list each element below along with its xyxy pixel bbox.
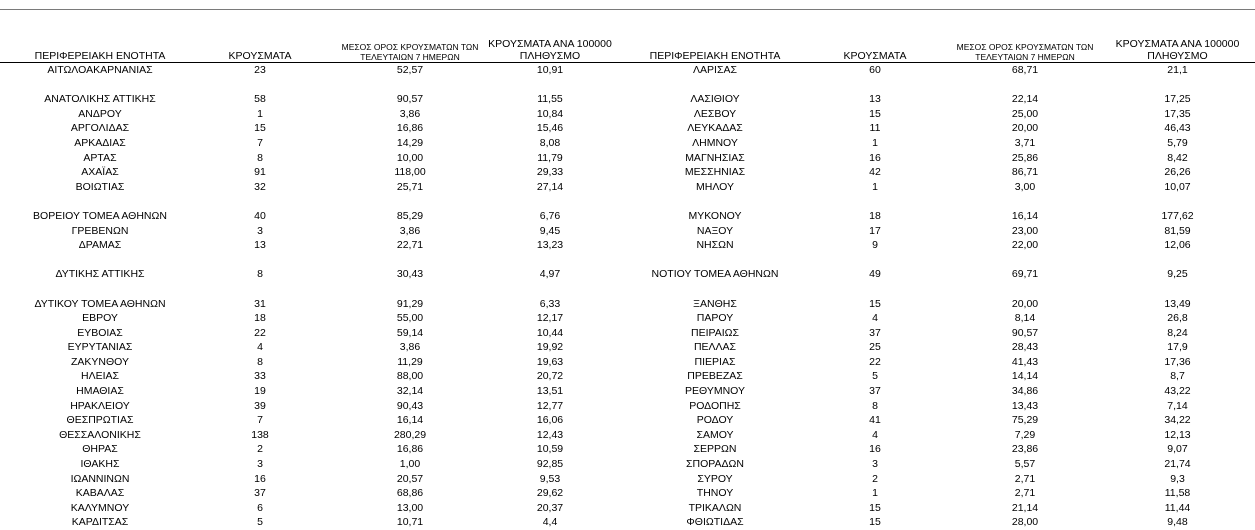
table-row [0, 457, 630, 472]
cases-cell: 11 [869, 122, 881, 135]
spacer-row [0, 282, 630, 297]
avg7-cell: 41,43 [1011, 355, 1039, 368]
cases-cell: 60 [869, 64, 881, 76]
cases-cell: 8 [872, 399, 878, 412]
cases-cell: 32 [254, 180, 266, 193]
table-row [0, 399, 630, 414]
cases-cell: 16 [869, 151, 881, 164]
per100k-cell: 6,76 [539, 209, 561, 222]
region-cell: ΤΗΝΟΥ [696, 487, 734, 500]
per100k-cell: 9,25 [1167, 268, 1188, 281]
region-cell: ΛΕΥΚΑΔΑΣ [687, 122, 743, 135]
region-cell: ΝΟΤΙΟΥ ΤΟΜΕΑ ΑΘΗΝΩΝ [651, 268, 779, 281]
per100k-cell: 29,62 [536, 487, 564, 500]
table-row [0, 384, 630, 399]
region-cell: ΛΕΣΒΟΥ [693, 107, 737, 120]
avg7-cell: 2,71 [1014, 472, 1036, 485]
cases-cell: 9 [872, 239, 878, 252]
region-cell: ΑΝΔΡΟΥ [78, 107, 122, 120]
cases-cell: 7 [257, 414, 263, 427]
avg7-cell: 13,43 [1011, 399, 1039, 412]
region-cell: ΡΟΔΟΠΗΣ [689, 399, 741, 412]
cases-cell: 6 [257, 501, 263, 514]
per100k-cell: 13,49 [1164, 297, 1191, 310]
per100k-cell: 10,07 [1164, 180, 1191, 193]
region-cell: ΗΛΕΙΑΣ [80, 370, 119, 383]
table-row [630, 428, 1255, 443]
table-row [0, 326, 630, 341]
per100k-cell: 19,63 [536, 355, 564, 368]
cases-cell: 22 [254, 326, 266, 339]
right-header-region: ΠΕΡΙΦΕΡΕΙΑΚΗ ΕΝΟΤΗΤΑ [649, 50, 781, 62]
per100k-cell: 10,91 [536, 64, 564, 76]
table-row [0, 355, 630, 370]
cases-cell: 8 [257, 268, 263, 281]
table-row [630, 384, 1255, 399]
table-row [0, 515, 630, 530]
cases-cell: 3 [872, 458, 878, 471]
per100k-cell: 43,22 [1164, 385, 1191, 398]
cases-cell: 25 [869, 341, 881, 354]
avg7-cell: 1,00 [399, 458, 421, 471]
right-header-avg7: ΜΕΣΟΣ ΟΡΟΣ ΚΡΟΥΣΜΑΤΩΝ ΤΩΝ ΤΕΛΕΥΤΑΙΩΝ 7 ΗΜΕΡΩΝ [956, 42, 1094, 62]
per100k-cell: 6,33 [539, 297, 561, 310]
table-row [630, 369, 1255, 384]
spacer-row [630, 78, 1255, 93]
avg7-cell: 90,57 [396, 93, 424, 106]
region-cell: ΡΕΘΥΜΝΟΥ [684, 385, 745, 398]
avg7-cell: 75,29 [1011, 414, 1039, 427]
table-row [0, 238, 630, 253]
right-header-per100k: ΚΡΟΥΣΜΑΤΑ ΑΝΑ 100000 ΠΛΗΘΥΣΜΟ [1115, 38, 1240, 62]
cases-cell: 19 [254, 385, 266, 398]
avg7-cell: 55,00 [396, 312, 424, 325]
avg7-cell: 8,14 [1014, 312, 1036, 325]
region-cell: ΕΒΡΟΥ [82, 312, 118, 325]
table-row [0, 63, 630, 78]
cases-cell: 1 [872, 487, 878, 500]
table-row [0, 180, 630, 195]
per100k-cell: 5,79 [1167, 136, 1188, 149]
table-row [0, 501, 630, 516]
cases-cell: 39 [254, 399, 266, 412]
avg7-cell: 25,71 [396, 180, 424, 193]
region-cell: ΤΡΙΚΑΛΩΝ [688, 501, 742, 514]
table-row [630, 340, 1255, 355]
avg7-cell: 16,86 [396, 122, 424, 135]
cases-cell: 58 [254, 93, 266, 106]
region-cell: ΠΑΡΟΥ [696, 312, 734, 325]
table-row [0, 151, 630, 166]
cases-cell: 18 [869, 209, 881, 222]
per100k-cell: 12,17 [536, 312, 564, 325]
region-cell: ΛΗΜΝΟΥ [692, 136, 738, 149]
per100k-cell: 17,9 [1167, 341, 1188, 354]
cases-cell: 3 [257, 224, 263, 237]
avg7-cell: 25,86 [1011, 151, 1039, 164]
region-cell: ΣΑΜΟΥ [696, 428, 734, 441]
region-cell: ΑΡΚΑΔΙΑΣ [74, 136, 126, 149]
cases-cell: 17 [869, 224, 881, 237]
avg7-cell: 16,14 [1011, 209, 1039, 222]
cases-cell: 37 [869, 385, 881, 398]
avg7-cell: 22,71 [396, 239, 424, 252]
table-row [0, 311, 630, 326]
avg7-cell: 86,71 [1011, 166, 1039, 179]
table-row [630, 165, 1255, 180]
table-row [630, 63, 1255, 78]
avg7-cell: 3,86 [399, 341, 421, 354]
avg7-cell: 69,71 [1011, 268, 1039, 281]
avg7-cell: 22,14 [1011, 93, 1039, 106]
table-row [630, 297, 1255, 312]
table-row [630, 311, 1255, 326]
region-cell: ΓΡΕΒΕΝΩΝ [71, 224, 129, 237]
table-row [0, 107, 630, 122]
region-cell: ΕΥΡΥΤΑΝΙΑΣ [67, 341, 133, 354]
table-row [630, 457, 1255, 472]
spacer-row [630, 253, 1255, 268]
cases-cell: 5 [257, 516, 263, 529]
avg7-cell: 30,43 [396, 268, 424, 281]
table-row [630, 238, 1255, 253]
per100k-cell: 9,53 [539, 472, 561, 485]
avg7-cell: 20,00 [1011, 297, 1039, 310]
table-row [0, 340, 630, 355]
per100k-cell: 20,72 [536, 370, 564, 383]
table-row [0, 267, 630, 282]
avg7-cell: 3,00 [1014, 180, 1036, 193]
table-row [0, 224, 630, 239]
per100k-cell: 177,62 [1161, 209, 1194, 222]
region-cell: ΔΡΑΜΑΣ [78, 239, 122, 252]
avg7-cell: 2,71 [1014, 487, 1036, 500]
per100k-cell: 12,77 [536, 399, 564, 412]
per100k-cell: 8,08 [539, 136, 561, 149]
cases-cell: 37 [869, 326, 881, 339]
region-cell: ΗΡΑΚΛΕΙΟΥ [70, 399, 130, 412]
avg7-cell: 21,14 [1011, 501, 1039, 514]
table-row [630, 326, 1255, 341]
avg7-cell: 20,57 [396, 472, 424, 485]
avg7-cell: 5,57 [1014, 458, 1036, 471]
cases-cell: 1 [257, 107, 263, 120]
region-cell: ΗΜΑΘΙΑΣ [76, 385, 124, 398]
region-cell: ΙΘΑΚΗΣ [80, 458, 120, 471]
table-row [0, 136, 630, 151]
per100k-cell: 12,13 [1164, 428, 1191, 441]
spacer-row [0, 194, 630, 209]
per100k-cell: 11,79 [537, 151, 563, 164]
cases-cell: 91 [254, 166, 266, 179]
region-cell: ΝΗΣΩΝ [696, 239, 734, 252]
cases-cell: 3 [257, 458, 263, 471]
region-cell: ΦΘΙΩΤΙΔΑΣ [686, 516, 744, 529]
avg7-cell: 52,57 [396, 64, 424, 76]
region-cell: ΘΕΣΠΡΩΤΙΑΣ [66, 414, 134, 427]
avg7-cell: 10,00 [396, 151, 424, 164]
table-row [0, 472, 630, 487]
cases-cell: 1 [872, 136, 878, 149]
avg7-cell: 13,00 [396, 501, 424, 514]
per100k-cell: 8,42 [1167, 151, 1188, 164]
per100k-cell: 10,44 [536, 326, 564, 339]
cases-cell: 4 [872, 428, 878, 441]
per100k-cell: 11,44 [1164, 501, 1191, 514]
avg7-cell: 22,00 [1011, 239, 1039, 252]
avg7-cell: 90,57 [1011, 326, 1039, 339]
left-header-cases: ΚΡΟΥΣΜΑΤΑ [228, 50, 292, 62]
region-cell: ΑΡΤΑΣ [83, 151, 117, 164]
region-cell: ΠΕΛΛΑΣ [693, 341, 737, 354]
region-cell: ΘΕΣΣΑΛΟΝΙΚΗΣ [59, 428, 141, 441]
per100k-cell: 9,3 [1170, 472, 1185, 485]
avg7-cell: 118,00 [394, 166, 426, 179]
region-cell: ΚΑΡΔΙΤΣΑΣ [71, 516, 129, 529]
avg7-cell: 7,29 [1014, 428, 1036, 441]
left-table [0, 63, 630, 530]
table-row [0, 486, 630, 501]
table-row [630, 151, 1255, 166]
avg7-cell: 28,43 [1011, 341, 1039, 354]
per100k-cell: 20,37 [536, 501, 564, 514]
region-cell: ΘΗΡΑΣ [82, 443, 118, 456]
per100k-cell: 8,7 [1170, 370, 1185, 383]
table-row [630, 107, 1255, 122]
table-row [630, 413, 1255, 428]
per100k-cell: 26,26 [1164, 166, 1191, 179]
cases-cell: 7 [257, 136, 263, 149]
region-cell: ΑΝΑΤΟΛΙΚΗΣ ΑΤΤΙΚΗΣ [44, 93, 156, 106]
left-header-region: ΠΕΡΙΦΕΡΕΙΑΚΗ ΕΝΟΤΗΤΑ [34, 50, 166, 62]
cases-cell: 2 [257, 443, 263, 456]
per100k-cell: 19,92 [536, 341, 564, 354]
avg7-cell: 280,29 [393, 428, 427, 441]
per100k-cell: 21,1 [1167, 64, 1188, 76]
region-cell: ΡΟΔΟΥ [696, 414, 734, 427]
region-cell: ΛΑΡΙΣΑΣ [693, 64, 737, 76]
region-cell: ΜΕΣΣΗΝΙΑΣ [684, 166, 746, 179]
avg7-cell: 34,86 [1011, 385, 1039, 398]
avg7-cell: 20,00 [1011, 122, 1039, 135]
per100k-cell: 12,06 [1164, 239, 1191, 252]
avg7-cell: 16,14 [396, 414, 424, 427]
table-row [0, 165, 630, 180]
table-row [630, 501, 1255, 516]
right-header-cases: ΚΡΟΥΣΜΑΤΑ [843, 50, 907, 62]
avg7-cell: 14,14 [1011, 370, 1039, 383]
left-header-per100k: ΚΡΟΥΣΜΑΤΑ ΑΝΑ 100000 ΠΛΗΘΥΣΜΟ [488, 38, 612, 62]
cases-cell: 22 [869, 355, 881, 368]
cases-cell: 5 [872, 370, 878, 383]
per100k-cell: 7,14 [1167, 399, 1188, 412]
table-row [0, 442, 630, 457]
table-row [630, 355, 1255, 370]
avg7-cell: 10,71 [396, 516, 424, 529]
cases-cell: 37 [254, 487, 266, 500]
cases-cell: 2 [872, 472, 878, 485]
region-cell: ΒΟΙΩΤΙΑΣ [75, 180, 125, 193]
cases-cell: 16 [869, 443, 881, 456]
avg7-cell: 3,71 [1014, 136, 1036, 149]
per100k-cell: 92,85 [536, 458, 564, 471]
table-row [630, 121, 1255, 136]
cases-cell: 40 [254, 209, 266, 222]
region-cell: ΜΑΓΝΗΣΙΑΣ [685, 151, 745, 164]
top-rule [0, 9, 1255, 10]
per100k-cell: 9,45 [539, 224, 561, 237]
region-cell: ΞΑΝΘΗΣ [693, 297, 737, 310]
per100k-cell: 16,06 [536, 414, 564, 427]
per100k-cell: 13,51 [536, 385, 564, 398]
avg7-cell: 11,29 [397, 355, 423, 368]
avg7-cell: 68,71 [1011, 64, 1039, 76]
region-cell: ΖΑΚΥΝΘΟΥ [70, 355, 129, 368]
region-cell: ΒΟΡΕΙΟΥ ΤΟΜΕΑ ΑΘΗΝΩΝ [33, 209, 167, 222]
per100k-cell: 46,43 [1164, 122, 1191, 135]
per100k-cell: 11,58 [1164, 487, 1191, 500]
per100k-cell: 26,8 [1167, 312, 1188, 325]
table-row [0, 209, 630, 224]
table-row [630, 180, 1255, 195]
region-cell: ΣΕΡΡΩΝ [693, 443, 737, 456]
avg7-cell: 32,14 [396, 385, 424, 398]
per100k-cell: 34,22 [1164, 414, 1191, 427]
avg7-cell: 68,86 [396, 487, 424, 500]
cases-cell: 15 [869, 297, 881, 310]
avg7-cell: 25,00 [1011, 107, 1039, 120]
cases-cell: 4 [872, 312, 878, 325]
avg7-cell: 28,00 [1011, 516, 1039, 529]
per100k-cell: 17,35 [1164, 107, 1191, 120]
table-row [630, 486, 1255, 501]
cases-cell: 1 [872, 180, 878, 193]
cases-cell: 15 [869, 516, 881, 529]
per100k-cell: 10,59 [536, 443, 564, 456]
table-row [630, 209, 1255, 224]
cases-cell: 31 [254, 297, 266, 310]
cases-cell: 15 [869, 107, 881, 120]
table-row [630, 136, 1255, 151]
avg7-cell: 91,29 [396, 297, 424, 310]
region-cell: ΜΥΚΟΝΟΥ [688, 209, 742, 222]
table-row [630, 442, 1255, 457]
spacer-row [630, 194, 1255, 209]
table-row [0, 121, 630, 136]
avg7-cell: 85,29 [396, 209, 424, 222]
cases-cell: 15 [254, 122, 266, 135]
cases-cell: 33 [254, 370, 266, 383]
table-row [0, 297, 630, 312]
per100k-cell: 81,59 [1164, 224, 1191, 237]
region-cell: ΠΡΕΒΕΖΑΣ [687, 370, 743, 383]
right-table [630, 63, 1255, 530]
avg7-cell: 14,29 [396, 136, 424, 149]
spacer-row [0, 253, 630, 268]
region-cell: ΙΩΑΝΝΙΝΩΝ [70, 472, 130, 485]
per100k-cell: 13,23 [536, 239, 564, 252]
region-cell: ΣΠΟΡΑΔΩΝ [686, 458, 744, 471]
region-cell: ΚΑΒΑΛΑΣ [75, 487, 125, 500]
cases-cell: 42 [869, 166, 881, 179]
table-row [0, 369, 630, 384]
cases-cell: 41 [869, 414, 881, 427]
cases-cell: 18 [254, 312, 266, 325]
avg7-cell: 59,14 [396, 326, 424, 339]
region-cell: ΜΗΛΟΥ [696, 180, 734, 193]
cases-cell: 49 [869, 268, 881, 281]
per100k-cell: 12,43 [536, 428, 564, 441]
region-cell: ΑΧΑΪΑΣ [81, 166, 119, 179]
avg7-cell: 3,86 [399, 224, 421, 237]
left-header-avg7: ΜΕΣΟΣ ΟΡΟΣ ΚΡΟΥΣΜΑΤΩΝ ΤΩΝ ΤΕΛΕΥΤΑΙΩΝ 7 ΗΜΕΡΩΝ [341, 42, 479, 62]
region-cell: ΔΥΤΙΚΗΣ ΑΤΤΙΚΗΣ [55, 268, 145, 281]
region-cell: ΑΡΓΟΛΙΔΑΣ [70, 122, 130, 135]
per100k-cell: 17,25 [1164, 93, 1191, 106]
region-cell: ΔΥΤΙΚΟΥ ΤΟΜΕΑ ΑΘΗΝΩΝ [34, 297, 166, 310]
region-cell: ΠΕΙΡΑΙΩΣ [691, 326, 739, 339]
table-row [630, 92, 1255, 107]
avg7-cell: 90,43 [396, 399, 424, 412]
cases-cell: 13 [254, 239, 266, 252]
table-row [630, 267, 1255, 282]
cases-cell: 8 [257, 151, 263, 164]
table-row [630, 224, 1255, 239]
spacer-row [630, 282, 1255, 297]
per100k-cell: 15,46 [536, 122, 564, 135]
region-cell: ΕΥΒΟΙΑΣ [77, 326, 123, 339]
per100k-cell: 29,33 [536, 166, 564, 179]
per100k-cell: 4,97 [539, 268, 561, 281]
per100k-cell: 11,55 [537, 93, 563, 106]
spacer-row [0, 78, 630, 93]
table-row [0, 92, 630, 107]
avg7-cell: 3,86 [399, 107, 421, 120]
per100k-cell: 9,48 [1167, 516, 1188, 529]
per100k-cell: 9,07 [1167, 443, 1188, 456]
table-row [630, 399, 1255, 414]
per100k-cell: 21,74 [1164, 458, 1191, 471]
per100k-cell: 10,84 [536, 107, 564, 120]
table-row [630, 515, 1255, 530]
table-row [0, 428, 630, 443]
cases-cell: 16 [254, 472, 266, 485]
cases-cell: 138 [251, 428, 269, 441]
region-cell: ΑΙΤΩΛΟΑΚΑΡΝΑΝΙΑΣ [47, 64, 153, 76]
cases-cell: 15 [869, 501, 881, 514]
table-row [630, 472, 1255, 487]
region-cell: ΣΥΡΟΥ [697, 472, 733, 485]
avg7-cell: 16,86 [396, 443, 424, 456]
per100k-cell: 17,36 [1164, 355, 1191, 368]
cases-cell: 8 [257, 355, 263, 368]
table-row [0, 413, 630, 428]
avg7-cell: 88,00 [396, 370, 424, 383]
region-cell: ΚΑΛΥΜΝΟΥ [70, 501, 130, 514]
per100k-cell: 27,14 [536, 180, 564, 193]
cases-cell: 4 [257, 341, 263, 354]
region-cell: ΝΑΞΟΥ [696, 224, 734, 237]
per100k-cell: 4,4 [542, 516, 558, 529]
avg7-cell: 23,00 [1011, 224, 1039, 237]
region-cell: ΛΑΣΙΘΙΟΥ [690, 93, 740, 106]
avg7-cell: 23,86 [1011, 443, 1039, 456]
cases-cell: 13 [869, 93, 881, 106]
cases-cell: 23 [254, 64, 266, 76]
per100k-cell: 8,24 [1167, 326, 1188, 339]
region-cell: ΠΙΕΡΙΑΣ [694, 355, 736, 368]
